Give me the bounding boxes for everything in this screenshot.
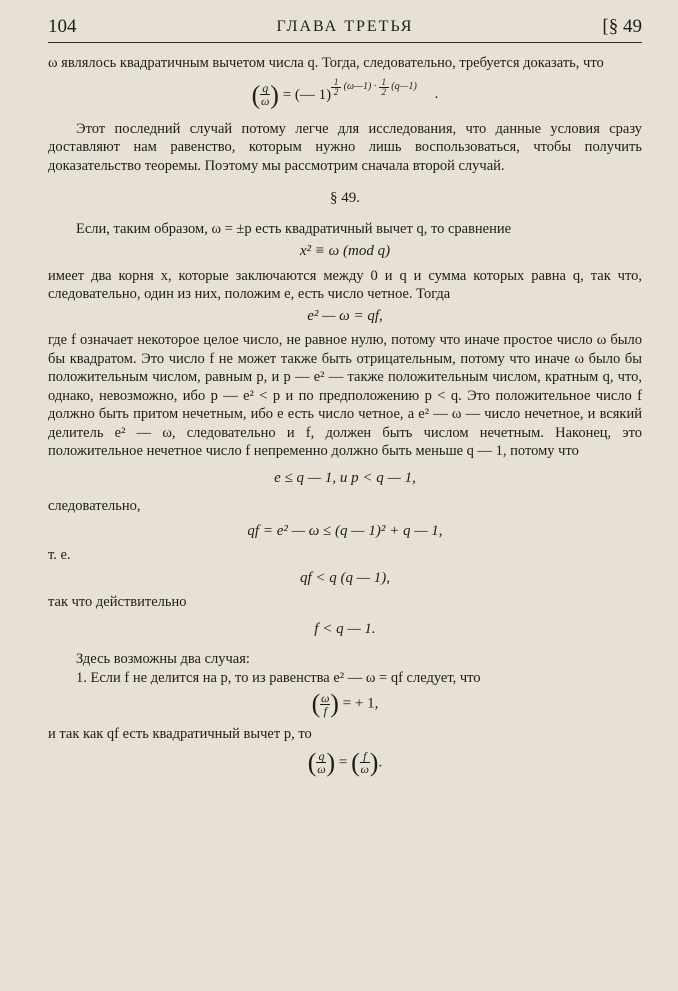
exponent-denominator: 2 [331,87,341,97]
fraction-numerator: f [363,749,367,764]
page-body [48,54,642,778]
formula-period: . [434,86,439,103]
formula-omega-over-f: ( $\frac{\omega}{f}$ ) = + 1, [311,689,379,719]
paragraph-5: где f означает некоторое целое число, не равное нулю, потому что иначе простое число ω было бы квадратом. Это число f не может также быть отрицательным, потому что иначе ω было бы положительным числом, равным p, и p — e² — также положительным числом, кратным q, что, однако, невозможно, ибо p — e² < p и по предположению p < q. Это положительное число f должно быть притом нечетным, ибо e есть число четное, а e² — ω — число нечетное, и всякий делитель e² — ω, следовательно и f, должен быть числом нечетным. Наконец, это положительное нечетное число f непременно должно быть меньше q — 1, потому что [48,332,642,460]
exponent-end: (q—1) [391,81,417,93]
paragraph-4: имеет два корня x, которые заключаются между 0 и q и сумма которых равна q, так что, следовательно, один из них, положим e, есть число четное. Тогда [48,267,642,303]
formula-period: . [378,754,383,771]
fraction-denominator: ω [317,762,326,777]
formula-congruence: x² ≡ ω (mod q) [299,243,391,260]
paragraph-6: следовательно, [48,498,141,515]
formula-q-equals-f: ( $\frac{q}{\omega}$ ) = ( $\frac{f}{\omega}$ ). [307,747,383,777]
paragraph-7: т. е. [48,547,71,564]
section-reference: [§ 49 [602,16,642,37]
formula-e-squared: e² — ω = qf, [307,307,383,324]
formula-qf-bound: qf = e² — ω ≤ (q — 1)² + q — 1, [247,522,443,539]
formula-inequalities: e ≤ q — 1, и p < q — 1, [274,469,416,486]
exponent-numerator: 1 [333,76,339,87]
exponent-middle: (ω—1) · [343,81,377,93]
exponent-denominator: 2 [379,87,389,97]
formula-legendre-symbol: ( $\frac{q}{\omega}$ ) = (— 1) $^{\frac{1}{2} (\omega—1) \cdot \frac{1}{2} (q—1)}$ . [251,76,439,109]
formula-f-less: f < q — 1. [314,620,376,637]
chapter-title: ГЛАВА ТРЕТЬЯ [276,18,414,35]
formula-rhs: = + 1, [342,695,379,712]
fraction-denominator: f [320,704,330,717]
fraction-denominator: ω [261,94,270,109]
paragraph-11: и так как qf есть квадратичный вычет p, то [48,726,312,743]
fraction-numerator: ω [321,690,330,705]
section-heading: § 49. [330,190,360,207]
fraction-denominator: ω [360,762,370,777]
page-number: 104 [48,16,77,37]
paragraph-3: Если, таким образом, ω = ±p есть квадратичный вычет q, то сравнение [76,220,512,237]
fraction-numerator: q [262,81,269,96]
fraction-numerator: q [318,749,325,764]
running-header [48,14,642,44]
paragraph-2: Этот последний случай потому легче для исследования, что данные условия сразу доставляют нам равенство, которым нужно лишь воспользоваться, чтобы получить доказательство теоремы. Поэтому мы рассмотрим сначала второй случай. [48,120,642,174]
header-rule [48,42,642,43]
paragraph-1: ω являлось квадратичным вычетом числа q. Тогда, следовательно, требуется доказать, что [48,55,604,71]
formula-qf-less: qf < q (q — 1), [299,569,391,586]
paragraph-9: Здесь возможны два случая: [76,651,250,668]
exponent-numerator: 1 [381,76,387,87]
equals-sign: = [338,754,348,771]
paragraph-10: 1. Если f не делится на p, то из равенства e² — ω = qf следует, что [76,669,481,686]
paragraph-8: так что действительно [48,594,187,611]
formula-rhs: = (— 1) [282,86,332,103]
